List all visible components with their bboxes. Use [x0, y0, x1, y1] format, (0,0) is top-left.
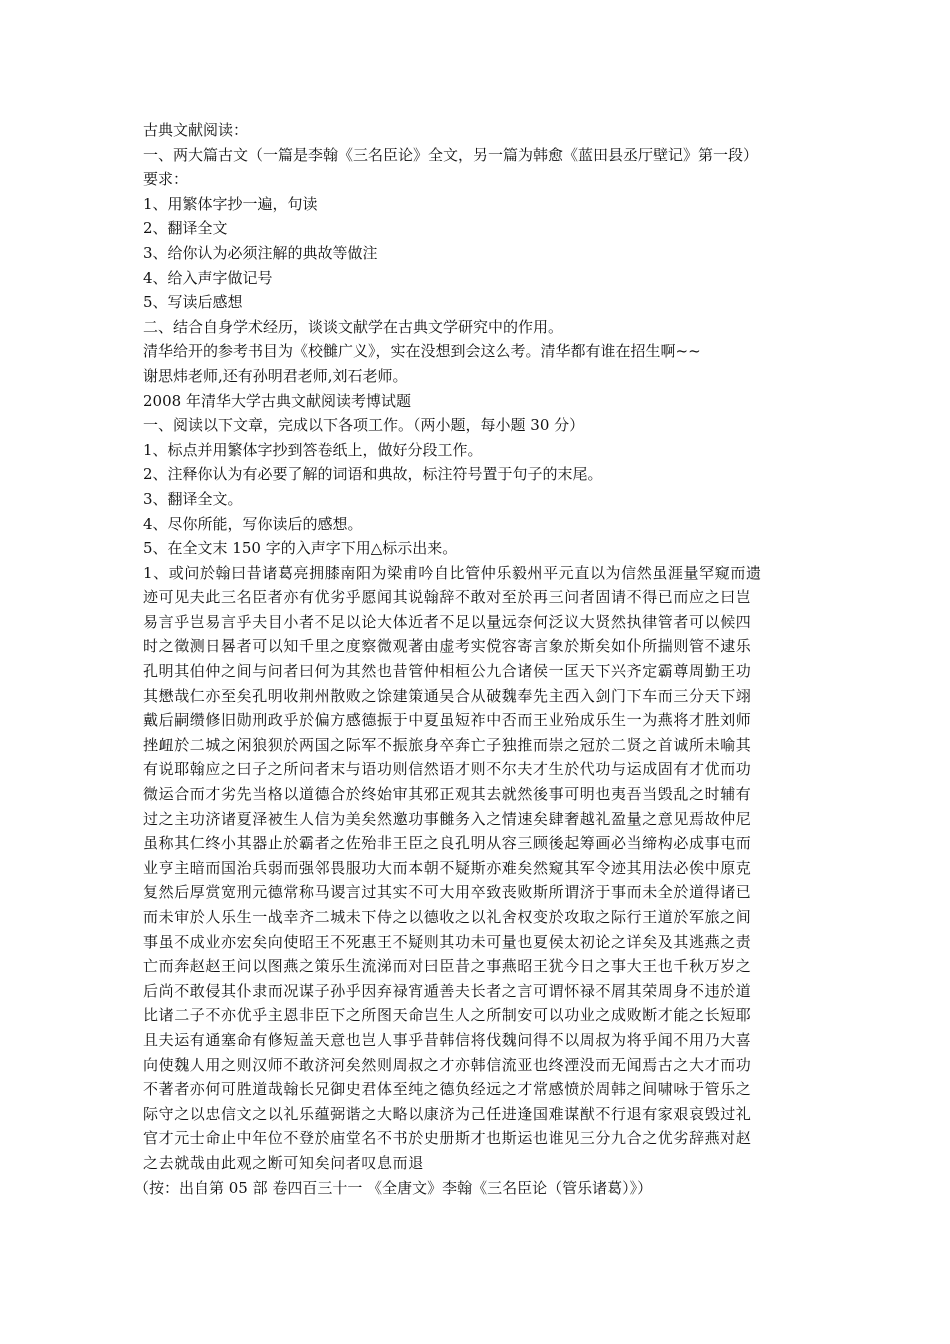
exam-task: 3、翻译全文。: [143, 489, 243, 508]
requirement-item: 2、翻译全文: [143, 219, 228, 238]
exam-task: 5、在全文末 150 字的入声字下用△标示出来。: [143, 539, 458, 558]
requirement-item: 3、给你认为必须注解的典故等做注: [143, 243, 378, 262]
passage-line: 不著者亦何可胜道哉翰长兄御史君体至纯之德负经远之才常感愤於周韩之间啸咏于管乐之: [143, 1080, 752, 1099]
passage-line: 向使魏人用之则汉师不敢济河矣然则周叔之才亦韩信流亚也终湮没而无闻焉古之大才而功: [143, 1055, 752, 1074]
heading-title: 古典文献阅读：: [143, 121, 249, 139]
question-two: 二、结合自身学术经历，谈谈文献学在古典文学研究中的作用。: [143, 317, 564, 336]
passage-line: 过之主功济诸夏泽被生人信为美矣然邀功事雠务入之情速矣肆奢越礼盈量之意见焉故仲尼: [143, 809, 752, 828]
passage-line: 比诸二子不亦优乎主恩非臣下之所图天命岂生人之所制安可以功业之成败断才能之长短耶: [143, 1006, 752, 1025]
exam-task: 2、注释你认为有必要了解的词语和典故，标注符号置于句子的末尾。: [143, 465, 603, 484]
exam-title: 2008 年清华大学古典文献阅读考博试题: [143, 391, 411, 410]
exam-task: 1、标点并用繁体字抄到答卷纸上，做好分段工作。: [143, 440, 483, 459]
passage-line: 际守之以忠信文之以礼乐蕴弼谐之大略以康济为己任进逢国难谋猷不行退有家艰哀毁过礼: [143, 1104, 752, 1123]
document-page: [134, 118, 813, 1200]
thanks-line: 谢思炜老师,还有孙明君老师,刘石老师。: [143, 366, 408, 385]
source-note: （按：出自第 05 部 卷四百三十一 《全唐文》李翰《三名臣论（管乐诸葛）》）: [134, 1178, 653, 1197]
passage-line: 挫衄於二城之闲狼狈於两国之际军不振旅身卒奔亡子独推而崇之冠於二贤之首诚所未喻其: [143, 735, 752, 754]
passage-line: 孔明其伯仲之间与问者曰何为其然也昔管仲相桓公九合诸侯一匡天下兴齐定霸尊周勤王功: [143, 662, 752, 681]
passage-line: 1、或问於翰曰昔诸葛亮拥膝南阳为梁甫吟自比管仲乐毅州平元直以为信然虽涯量罕窥而遗: [143, 563, 762, 582]
requirement-item: 5、写读后感想: [143, 293, 243, 312]
requirement-item: 4、给入声字做记号: [143, 268, 273, 287]
requirements-label: 要求：: [143, 170, 189, 189]
passage-line: 戴后嗣缵修旧勋刑政乎於偏方感德振于中夏虽短祚中否而王业殆成乐生一为燕将才胜刘师: [143, 711, 752, 730]
passage-line: 迹可见夫此三名臣者亦有优劣乎愿闻其说翰辞不敢对至於再三问者固请不得已而应之曰岂: [143, 588, 752, 607]
reference-note: 清华给开的参考书目为《校雠广义》，实在没想到会这么考。清华都有谁在招生啊~~: [143, 342, 701, 361]
passage-line: 有说耶翰应之曰子之所问者末与语功则信然语才则不尔夫才生於代功与运成固有才优而功: [143, 760, 752, 779]
passage-line: 时之徵测日晷者可以知千里之度察微观著由虚考实傥容寄言象於斯矣如仆所揣则管不逮乐: [143, 637, 752, 656]
passage-line: 之去就哉由此观之断可知矣问者叹息而退: [143, 1153, 424, 1172]
exam-task: 4、尽你所能，写你读后的感想。: [143, 514, 363, 533]
passage-line: 后尚不敢侵其仆隶而况谋子孙乎因弃禄宵遁善夫长者之言可谓怀禄不屑其荣周身不违於道: [143, 981, 752, 1000]
passage-line: 亡而奔赵赵王问以图燕之策乐生流涕而对曰臣昔之事燕昭王犹今日之事大王也千秋万岁之: [143, 957, 752, 976]
passage-line: 且夫运有通塞命有修短盖天意也岂人事乎昔韩信将伐魏问得不以周叔为将乎闻不用乃大喜: [143, 1030, 752, 1049]
passage-line: 其懋哉仁亦至矣孔明收荆州散败之馀建策通吴合从破魏奉先主西入剑门下车而三分天下翊: [143, 686, 752, 705]
passage-line: 官才元士命止中年位不登於庙堂名不书於史册斯才也斯运也谁见三分九合之优劣辞燕对赵: [143, 1129, 752, 1148]
passage-line: 虽称其仁终小其器止於霸者之佐殆非王臣之良孔明从容三顾後起筹画必当缔构必成事屯而: [143, 834, 752, 853]
requirement-item: 1、用繁体字抄一遍，句读: [143, 194, 318, 213]
passage-line: 事虽不成业亦宏矣向使昭王不死惠王不疑则其功未可量也夏侯太初论之详矣及其逃燕之责: [143, 932, 752, 951]
passage-body: [143, 561, 813, 1176]
passage-line: 复然后厚赏宽刑元德常称马谡言过其实不可大用卒致丧败斯所谓济于事而未全於道得诸已: [143, 883, 752, 902]
passage-line: 而未审於人乐生一战幸齐二城未下侍之以德收之以礼舍权变於攻取之际行王道於军旅之间: [143, 908, 752, 926]
passage-line: 易言乎岂易言乎夫目小者不足以论大体近者不足以量远奈何泛议大贤然执律管者可以候四: [143, 612, 752, 631]
passage-line: 微运合而才劣先当格以道德合於终始审其邪正观其去就然後事可明也夷吾当毁乱之时辅有: [143, 785, 752, 804]
exam-section: 一、阅读以下文章，完成以下各项工作。（两小题，每小题 30 分）: [143, 416, 585, 435]
question-one: 一、两大篇古文（一篇是李翰《三名臣论》全文，另一篇为韩愈《蓝田县丞厅壁记》第一段）: [143, 145, 759, 164]
passage-line: 业亨主暗而国治兵弱而强邻畏服功大而本朝不疑斯亦难矣然窥其军令迹其用法必俟中原克: [143, 858, 752, 877]
